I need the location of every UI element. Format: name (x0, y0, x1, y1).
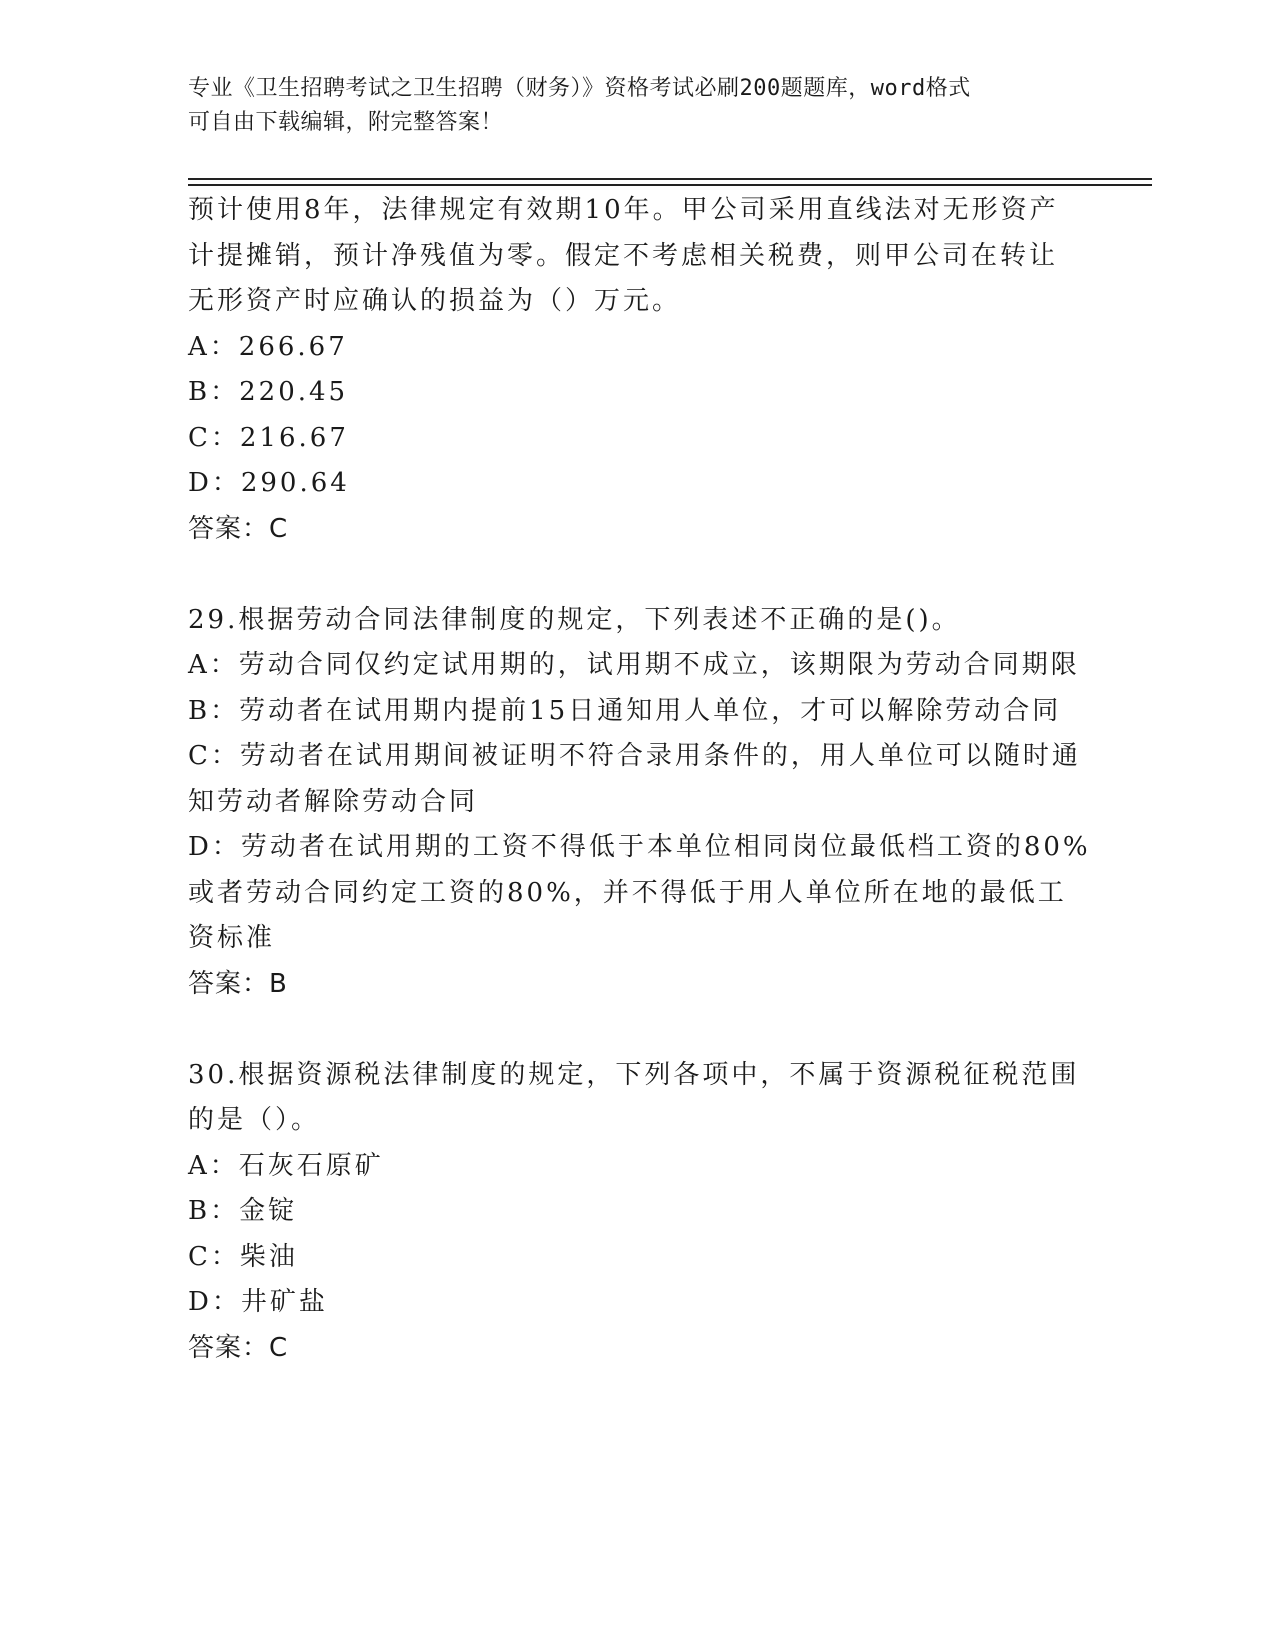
question-30-option-d: D：井矿盐 (188, 1287, 328, 1317)
question-29-option-d-line-1: D：劳动者在试用期的工资不得低于本单位相同岗位最低档工资的80% (188, 832, 1091, 862)
question-29-answer: 答案：B (188, 968, 288, 999)
question-28-answer: 答案：C (188, 513, 289, 544)
question-28-option-b: B：220.45 (188, 377, 349, 407)
question-29-stem: 29.根据劳动合同法律制度的规定，下列表述不正确的是()。 (188, 604, 961, 635)
document-header-note (188, 72, 1068, 140)
header-line-2: 可自由下载编辑，附完整答案！ (188, 110, 504, 135)
question-29-option-c-line-1: C：劳动者在试用期间被证明不符合录用条件的，用人单位可以随时通 (188, 741, 1081, 771)
question-30-answer: 答案：C (188, 1332, 289, 1363)
question-29-option-a: A：劳动合同仅约定试用期的，试用期不成立，该期限为劳动合同期限 (188, 650, 1080, 680)
question-30-option-b: B：金锭 (188, 1196, 298, 1226)
spacer (188, 1007, 1108, 1053)
question-30 (188, 1053, 1108, 1372)
question-28-stem-line-3: 无形资产时应确认的损益为（）万元。 (188, 286, 682, 316)
question-28-option-c: C：216.67 (188, 422, 349, 453)
question-30-option-c: C：柴油 (188, 1241, 298, 1272)
question-30-stem-line-2: 的是（）。 (188, 1105, 321, 1135)
question-28-stem-line-2: 计提摊销，预计净残值为零。假定不考虑相关税费，则甲公司在转让 (188, 240, 1059, 271)
question-28-option-a: A：266.67 (188, 331, 348, 362)
question-29-option-d-line-2: 或者劳动合同约定工资的80%，并不得低于用人单位所在地的最低工 (188, 877, 1067, 908)
header-rule-thin (188, 178, 1152, 180)
header-rule-thick (188, 184, 1152, 186)
question-30-stem-line-1: 30.根据资源税法律制度的规定，下列各项中，不属于资源税征税范围 (188, 1059, 1080, 1090)
question-29-option-c-line-2: 知劳动者解除劳动合同 (188, 786, 479, 817)
question-content (188, 188, 1108, 1371)
question-29 (188, 598, 1108, 1008)
question-28-stem-line-1: 预计使用8年，法律规定有效期10年。甲公司采用直线法对无形资产 (188, 195, 1059, 225)
question-29-option-d-line-3: 资标准 (188, 923, 276, 953)
header-line-1: 专业《卫生招聘考试之卫生招聘（财务）》资格考试必刷200题题库，word格式 (188, 76, 971, 101)
spacer (188, 552, 1108, 598)
question-30-option-a: A：石灰石原矿 (188, 1150, 384, 1181)
question-28-option-d: D：290.64 (188, 468, 350, 498)
question-28 (188, 188, 1108, 552)
question-29-option-b: B：劳动者在试用期内提前15日通知用人单位，才可以解除劳动合同 (188, 695, 1062, 726)
